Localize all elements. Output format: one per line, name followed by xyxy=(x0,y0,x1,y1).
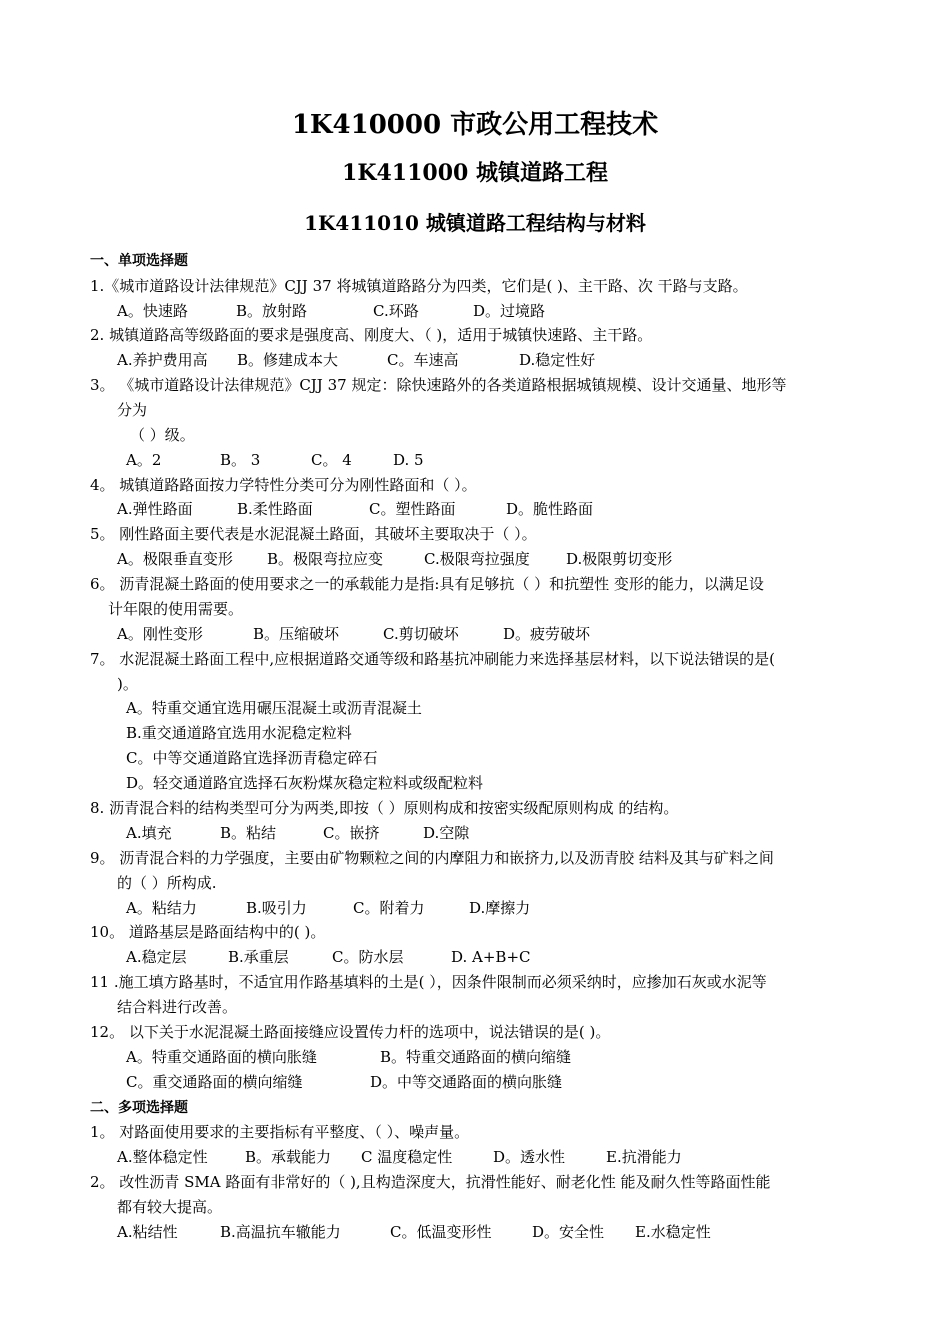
question-text-cont: 结合料进行改善。 xyxy=(117,998,238,1016)
option-a: A。粘结力 xyxy=(126,899,197,917)
option-a: A。快速路 xyxy=(117,302,188,320)
question-text: 4。 城镇道路路面按力学特性分类可分为刚性路面和（ ）。 xyxy=(90,476,477,494)
option-c: C。嵌挤 xyxy=(323,824,380,842)
question-text: 7。 水泥混凝土路面工程中,应根据道路交通等级和路基抗冲刷能力来选择基层材料，以下说法错误的是( xyxy=(90,650,775,668)
option-a: A。特重交通路面的横向胀缝 xyxy=(126,1048,317,1066)
option-a: A。2 xyxy=(126,451,162,469)
option-a: A.弹性路面 xyxy=(117,500,193,518)
question-text: 6。 沥青混凝土路面的使用要求之一的承载能力是指:具有足够抗（ ）和抗塑性 变形的能力，以满足设 xyxy=(90,575,764,593)
option-d: D.极限剪切变形 xyxy=(566,550,673,568)
question-text: 5。 刚性路面主要代表是水泥混凝土路面，其破坏主要取决于（ ）。 xyxy=(90,525,537,543)
option-c: C。中等交通道路宜选择沥青稳定碎石 xyxy=(126,749,378,767)
option-c: C。低温变形性 xyxy=(390,1223,492,1241)
option-c: C.剪切破坏 xyxy=(383,625,459,643)
option-d: D.摩擦力 xyxy=(469,899,531,917)
chapter-title: 1K411000 城镇道路工程 xyxy=(342,160,608,186)
question-text-cont: )。 xyxy=(117,675,138,693)
question-text: 11 .施工填方路基时，不适宜用作路基填料的土是( ），因条件限制而必须采纳时，应掺加石灰或水泥等 xyxy=(90,973,767,991)
option-b: B.柔性路面 xyxy=(237,500,313,518)
option-b: B。修建成本大 xyxy=(237,351,339,369)
question-text-cont: 计年限的使用需要。 xyxy=(108,600,244,618)
option-c: C。 4 xyxy=(311,451,352,469)
section-heading-multi-choice: 二、多项选择题 xyxy=(90,1100,188,1116)
option-d: D。过境路 xyxy=(473,302,546,320)
option-b: B。特重交通路面的横向缩缝 xyxy=(380,1048,572,1066)
option-d: D。透水性 xyxy=(493,1148,566,1166)
option-a: A。刚性变形 xyxy=(117,625,203,643)
section-heading-single-choice: 一、单项选择题 xyxy=(90,253,188,269)
option-b: B。粘结 xyxy=(220,824,277,842)
option-b: B.高温抗车辙能力 xyxy=(220,1223,341,1241)
option-c: C。附着力 xyxy=(353,899,425,917)
main-title: 1K410000 市政公用工程技术 xyxy=(291,110,659,140)
option-c: C。车速高 xyxy=(387,351,459,369)
question-text-cont: 分为 xyxy=(117,401,148,419)
section-title: 1K411010 城镇道路工程结构与材料 xyxy=(304,211,646,235)
option-a: A.养护费用高 xyxy=(117,351,208,369)
option-a: A。特重交通宜选用碾压混凝土或沥青混凝土 xyxy=(126,699,422,717)
option-b: B。承载能力 xyxy=(245,1148,332,1166)
option-c: C。塑性路面 xyxy=(369,500,456,518)
option-b: B。 3 xyxy=(220,451,261,469)
question-text: 8. 沥青混合料的结构类型可分为两类,即按（ ）原则构成和按密实级配原则构成 的结构。 xyxy=(90,799,679,817)
option-b: B。放射路 xyxy=(236,302,308,320)
question-text-cont: 都有较大提高。 xyxy=(117,1198,223,1216)
option-d: D。脆性路面 xyxy=(506,500,594,518)
option-a: A.稳定层 xyxy=(126,948,187,966)
question-text-cont: 的（ ）所构成. xyxy=(117,874,217,892)
option-e: E.水稳定性 xyxy=(635,1223,711,1241)
option-c: C 温度稳定性 xyxy=(361,1148,453,1166)
option-d: D. A+B+C xyxy=(451,948,531,966)
question-text: 10。 道路基层是路面结构中的( )。 xyxy=(90,923,326,941)
question-text: 2. 城镇道路高等级路面的要求是强度高、刚度大、（ )，适用于城镇快速路、主干路。 xyxy=(90,326,653,344)
option-d: D.空隙 xyxy=(423,824,470,842)
option-c: C。防水层 xyxy=(332,948,404,966)
option-d: D。疲劳破坏 xyxy=(503,625,591,643)
option-d: D.稳定性好 xyxy=(519,351,596,369)
option-a: A.粘结性 xyxy=(117,1223,178,1241)
option-c: C.环路 xyxy=(373,302,419,320)
option-d: D. 5 xyxy=(393,451,424,469)
option-b: B.承重层 xyxy=(228,948,289,966)
option-d: D。轻交通道路宜选择石灰粉煤灰稳定粒料或级配粒料 xyxy=(126,774,484,792)
question-text: 3。 《城市道路设计法律规范》CJJ 37 规定：除快速路外的各类道路根据城镇规模、设计交通量、地形等 xyxy=(90,376,787,394)
option-a: A.填充 xyxy=(126,824,172,842)
option-c: C.极限弯拉强度 xyxy=(424,550,530,568)
question-text: 1.《城市道路设计法律规范》CJJ 37 将城镇道路路分为四类，它们是( )、主干路、次 干路与支路。 xyxy=(90,277,748,295)
option-d: D。中等交通路面的横向胀缝 xyxy=(370,1073,563,1091)
option-e: E.抗滑能力 xyxy=(606,1148,682,1166)
option-b: B.重交通道路宜选用水泥稳定粒料 xyxy=(126,724,352,742)
question-text: 12。 以下关于水泥混凝土路面接缝应设置传力杆的选项中，说法错误的是( )。 xyxy=(90,1023,611,1041)
question-text: 1。 对路面使用要求的主要指标有平整度、（ ）、噪声量。 xyxy=(90,1123,470,1141)
option-a: A。极限垂直变形 xyxy=(117,550,233,568)
question-text: 2。 改性沥青 SMA 路面有非常好的（ ),且构造深度大，抗滑性能好、耐老化性 能及耐久性等路面性能 xyxy=(90,1173,771,1191)
option-b: B。极限弯拉应变 xyxy=(267,550,384,568)
option-b: B.吸引力 xyxy=(246,899,307,917)
option-b: B。压缩破坏 xyxy=(253,625,340,643)
question-text: 9。 沥青混合料的力学强度，主要由矿物颗粒之间的内摩阻力和嵌挤力,以及沥青胶 结料及其与矿料之间 xyxy=(90,849,774,867)
option-a: A.整体稳定性 xyxy=(117,1148,208,1166)
option-c: C。重交通路面的横向缩缝 xyxy=(126,1073,303,1091)
question-text-cont: （ ）级。 xyxy=(130,426,195,444)
option-d: D。安全性 xyxy=(532,1223,605,1241)
